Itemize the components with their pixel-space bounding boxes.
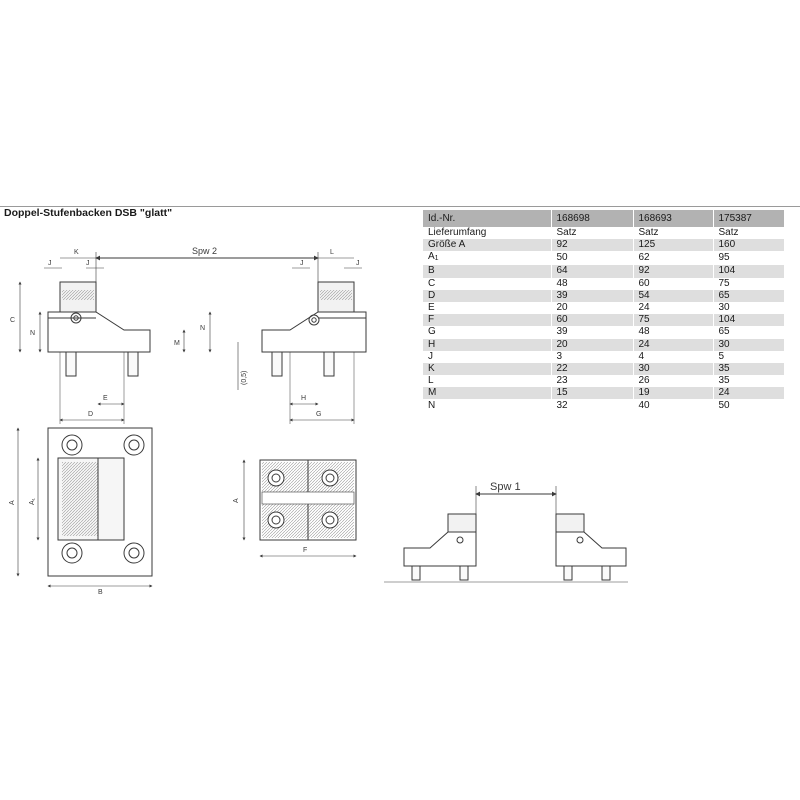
- table-cell: 35: [713, 375, 784, 387]
- table-cell: 4: [633, 351, 713, 363]
- row-label-text: N: [428, 399, 436, 411]
- row-label-text: M: [428, 387, 437, 399]
- table-cell: 95: [713, 251, 784, 265]
- page-title: Doppel-Stufenbacken DSB "glatt": [4, 207, 173, 219]
- table-cell: 30: [633, 363, 713, 375]
- right-jaw-step-texture: [320, 290, 352, 300]
- spw1-view: [384, 481, 628, 582]
- table-header-article: 175387: [713, 210, 784, 227]
- table-cell: 104: [713, 265, 784, 277]
- left-bolt-2: [128, 352, 138, 376]
- row-label-text: C: [428, 277, 436, 289]
- table-cell: 24: [713, 387, 784, 399]
- f-label: F: [303, 547, 308, 554]
- spw1-left-body: [404, 532, 476, 566]
- e-label: E: [103, 395, 108, 402]
- spw2-label: Spw 2: [192, 246, 218, 256]
- table-cell: 75: [713, 278, 784, 290]
- spw1-left-step: [448, 514, 476, 532]
- half-label: (0,5): [241, 370, 248, 385]
- h-label: H: [301, 395, 307, 402]
- top-view-small: [233, 460, 356, 556]
- spw1-right-step: [556, 514, 584, 532]
- k-label: K: [74, 249, 79, 256]
- table-cell: 65: [713, 326, 784, 338]
- j-left2-label: J: [86, 260, 90, 267]
- table-cell: 15: [551, 387, 633, 399]
- l-label: L: [330, 249, 334, 256]
- top-view-large: [9, 428, 152, 596]
- row-label-text: L: [428, 375, 434, 387]
- row-label-subscript: 1: [434, 255, 439, 263]
- table-cell: 104: [713, 314, 784, 326]
- row-label-text: H: [428, 338, 436, 350]
- table-cell: 23: [551, 375, 633, 387]
- table-cell: Satz: [551, 227, 633, 239]
- table-cell: 50: [551, 251, 633, 265]
- b-label: B: [98, 589, 103, 596]
- row-label-text: G: [428, 326, 436, 338]
- small-bolt-2: [322, 470, 338, 486]
- table-cell: 64: [551, 265, 633, 277]
- table-header-id: Id.-Nr.: [423, 210, 551, 227]
- small-bolt-1: [268, 470, 284, 486]
- small-center-band: [262, 492, 354, 504]
- left-jaw-step-texture: [62, 290, 94, 300]
- table-cell: 39: [551, 326, 633, 338]
- table-cell: 40: [633, 399, 713, 411]
- spw1-right-body: [556, 532, 626, 566]
- spw1-right-bolt-1: [564, 566, 572, 580]
- row-label-text: Lieferumfang: [428, 227, 487, 239]
- table-cell: 48: [551, 278, 633, 290]
- g-label: G: [316, 411, 322, 418]
- j-left-label: J: [48, 260, 52, 267]
- table-cell: 5: [713, 351, 784, 363]
- table-cell: 30: [713, 302, 784, 314]
- table-cell: 54: [633, 290, 713, 302]
- row-label-text: D: [428, 289, 436, 301]
- table-cell: 92: [551, 239, 633, 251]
- table-cell: 22: [551, 363, 633, 375]
- table-cell: 62: [633, 251, 713, 265]
- spw1-left-bolt-1: [412, 566, 420, 580]
- c-label: C: [10, 317, 16, 324]
- table-header-article: 168698: [551, 210, 633, 227]
- d-label: D: [88, 411, 94, 418]
- table-cell: 24: [633, 339, 713, 351]
- table-cell: 60: [551, 314, 633, 326]
- j-right2-label: J: [356, 260, 360, 267]
- table-cell: 75: [633, 314, 713, 326]
- row-label-text: F: [428, 314, 435, 326]
- table-cell: 39: [551, 290, 633, 302]
- table-cell: 20: [551, 302, 633, 314]
- table-cell: 160: [713, 239, 784, 251]
- table-cell: 125: [633, 239, 713, 251]
- a1-label: A₁: [29, 497, 36, 505]
- front-view: [10, 246, 366, 424]
- row-label-text: J: [428, 350, 433, 362]
- n-left-label: N: [30, 330, 36, 337]
- row-label-text: K: [428, 362, 435, 374]
- table-cell: 65: [713, 290, 784, 302]
- row-label-text: Größe A: [428, 239, 466, 251]
- right-bolt-1: [272, 352, 282, 376]
- m-label: M: [174, 340, 180, 347]
- left-bolt-1: [66, 352, 76, 376]
- row-label-text: A: [428, 251, 435, 263]
- table-cell: 32: [551, 399, 633, 411]
- table-cell: 48: [633, 326, 713, 338]
- spw1-label: Spw 1: [490, 481, 521, 493]
- table-cell: 35: [713, 363, 784, 375]
- spw1-right-bolt-2: [602, 566, 610, 580]
- table-cell: 24: [633, 302, 713, 314]
- table-cell: 60: [633, 278, 713, 290]
- table-cell: 92: [633, 265, 713, 277]
- table-cell: Satz: [713, 227, 784, 239]
- right-bolt-2: [324, 352, 334, 376]
- table-header-article: 168693: [633, 210, 713, 227]
- table-cell: 26: [633, 375, 713, 387]
- spw1-left-bolt-2: [460, 566, 468, 580]
- n-mid-label: N: [200, 325, 206, 332]
- table-cell: 19: [633, 387, 713, 399]
- table-cell: Satz: [633, 227, 713, 239]
- small-bolt-4: [322, 512, 338, 528]
- a-label: A: [9, 500, 16, 505]
- row-label-text: B: [428, 265, 435, 277]
- large-inner-band-texture: [62, 462, 98, 536]
- table-cell: 30: [713, 339, 784, 351]
- small-a-label: A: [233, 498, 240, 503]
- table-cell: 3: [551, 351, 633, 363]
- row-label-text: E: [428, 302, 435, 314]
- small-bolt-3: [268, 512, 284, 528]
- table-cell: 20: [551, 339, 633, 351]
- table-cell: 50: [713, 399, 784, 411]
- j-right-label: J: [300, 260, 304, 267]
